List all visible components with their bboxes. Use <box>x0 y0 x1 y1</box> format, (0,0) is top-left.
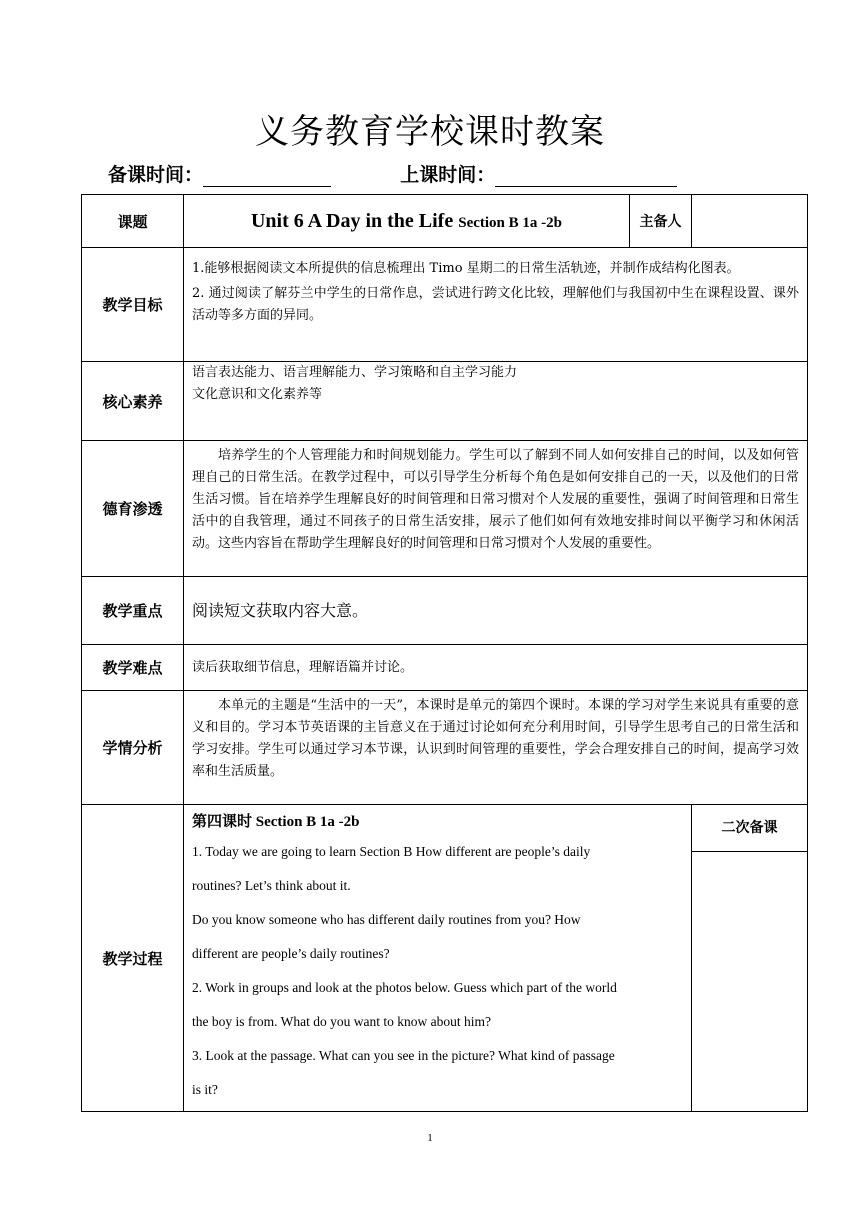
moral-row <box>82 441 808 577</box>
objectives-row <box>82 248 808 362</box>
focus-row <box>82 577 808 645</box>
topic-label: 课题 <box>82 195 184 248</box>
process-line: routines? Let’s think about it. <box>192 878 351 893</box>
analysis-text: 本单元的主题是“生活中的一天”，本课时是单元的第四个课时。本课的学习对学生来说具有重要的意义和目的。学习本节英语课的主旨意义在于通过讨论如何充分利用时间，引导学生思考自己的日常生活和学习安排。学生可以通过学习本节课，认识到时间管理的重要性，学会合理安排自己的时间，提高学习效率和生活质量。 <box>192 698 799 779</box>
process-line: 3. Look at the passage. What can you see in the picture? What kind of passage <box>192 1048 615 1063</box>
topic-row <box>82 195 808 248</box>
second-prep-cell <box>692 805 808 1112</box>
second-prep-label: 二次备课 <box>692 805 807 852</box>
core-label: 核心素养 <box>82 362 184 441</box>
preparer-label: 主备人 <box>630 195 692 248</box>
page-number: 1 <box>427 1132 433 1144</box>
topic-main: Unit 6 A Day in the Life <box>250 209 454 232</box>
topic-section: Section B 1a -2b <box>458 214 562 231</box>
class-time-label: 上课时间： <box>400 164 496 186</box>
process-heading: 第四课时 Section B 1a -2b <box>192 814 360 830</box>
focus-label: 教学重点 <box>82 577 184 645</box>
core-row <box>82 362 808 441</box>
process-line: 2. Work in groups and look at the photos below. Guess which part of the world <box>192 980 617 995</box>
core-1: 语言表达能力、语言理解能力、学习策略和自主学习能力 <box>192 365 518 380</box>
moral-label: 德育渗透 <box>82 441 184 577</box>
time-fields <box>108 160 677 187</box>
objective-1: 1.能够根据阅读文本所提供的信息梳理出 Timo 星期二的日常生活轨迹，并制作成结构化图表。 <box>192 261 740 276</box>
moral-cell <box>184 441 808 577</box>
class-time-field[interactable] <box>495 166 677 187</box>
difficulty-row <box>82 645 808 691</box>
second-prep-notes[interactable] <box>692 852 807 1108</box>
analysis-row <box>82 691 808 805</box>
difficulty-label: 教学难点 <box>82 645 184 691</box>
document-title: 义务教育学校课时教案 <box>255 112 605 152</box>
preparer-value <box>692 195 808 248</box>
focus-cell <box>184 577 808 645</box>
topic-title <box>184 195 630 248</box>
core-2: 文化意识和文化素养等 <box>192 387 323 402</box>
moral-text: 培养学生的个人管理能力和时间规划能力。学生可以了解到不同人如何安排自己的时间，以及如何管理自己的日常生活。在教学过程中，可以引导学生分析每个角色是如何安排自己的一天，以及他们的日常生活习惯。旨在培养学生理解良好的时间管理和日常习惯对个人发展的重要性，强调了时间管理和日常生活中的自我管理，通过不同孩子的日常生活安排，展示了他们如何有效地安排时间以平衡学习和休闲活动。这些内容旨在帮助学生理解良好的时间管理和日常习惯对个人发展的重要性。 <box>192 448 799 551</box>
objective-2: 2. 通过阅读了解芬兰中学生的日常作息，尝试进行跨文化比较，理解他们与我国初中生在课程设置、课外活动等多方面的异同。 <box>192 286 799 323</box>
analysis-label: 学情分析 <box>82 691 184 805</box>
prep-time-label: 备课时间： <box>108 164 204 186</box>
process-row <box>82 805 808 1112</box>
objectives-label: 教学目标 <box>82 248 184 362</box>
process-line: 1. Today we are going to learn Section B How different are people’s daily <box>192 844 591 859</box>
difficulty-cell <box>184 645 808 691</box>
analysis-cell <box>184 691 808 805</box>
process-label: 教学过程 <box>82 805 184 1112</box>
objectives-cell <box>184 248 808 362</box>
process-line: Do you know someone who has different daily routines from you? How <box>192 912 581 927</box>
lesson-plan-table <box>81 194 808 1112</box>
focus-text: 阅读短文获取内容大意。 <box>192 600 369 620</box>
process-line: the boy is from. What do you want to know about him? <box>192 1014 491 1029</box>
process-line: different are people’s daily routines? <box>192 946 390 961</box>
process-cell <box>184 805 692 1112</box>
prep-time-field[interactable] <box>203 166 331 187</box>
core-cell <box>184 362 808 441</box>
process-line: is it? <box>192 1082 218 1097</box>
difficulty-text: 读后获取细节信息，理解语篇并讨论。 <box>192 659 414 675</box>
